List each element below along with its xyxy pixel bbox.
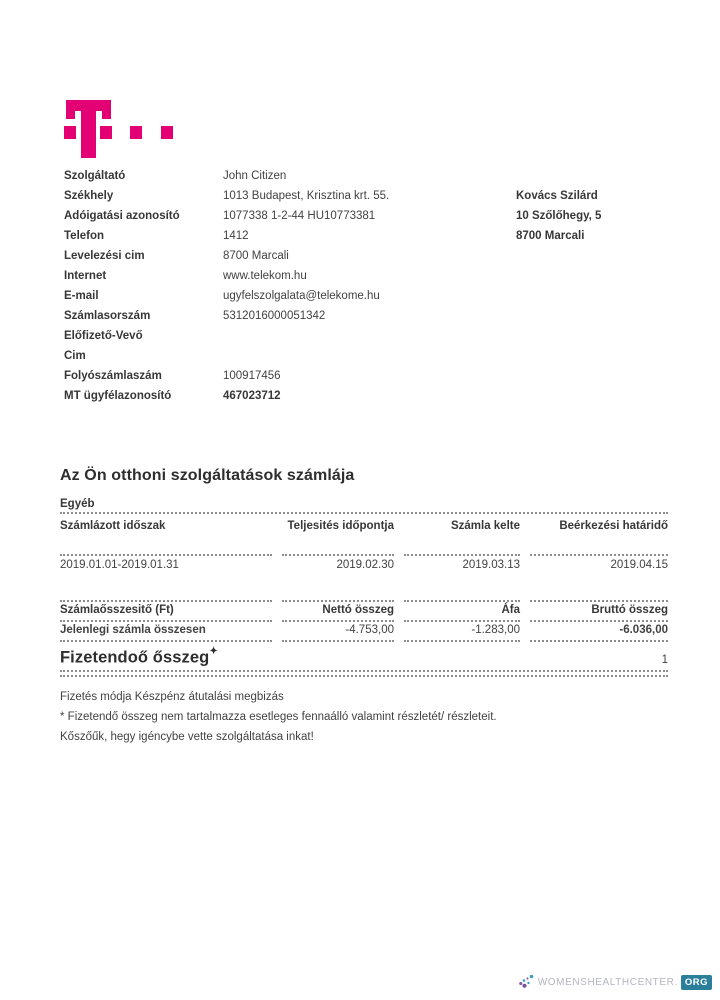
table-cell: 2019.02.30 — [336, 559, 394, 571]
info-label: E-mail — [64, 290, 99, 302]
table-cell: -4.753,00 — [345, 624, 394, 636]
info-value: 8700 Marcali — [223, 250, 289, 262]
info-row — [64, 206, 389, 226]
info-label: Levelezési cim — [64, 250, 145, 262]
column-header: Nettó összeg — [322, 604, 394, 616]
info-label: Számlasorszám — [64, 310, 151, 322]
table-cell: 2019.01.01-2019.01.31 — [60, 559, 179, 571]
column-header: Számlaősszesitő (Ft) — [60, 604, 174, 616]
info-label: Székhely — [64, 190, 114, 202]
invoice-body — [60, 462, 668, 744]
column-header: Teljesités időpontja — [287, 520, 394, 532]
info-value: 5312016000051342 — [223, 310, 326, 322]
info-label: Adóigatási azonosító — [64, 210, 180, 222]
thank-you-line: Kőszőűk, hegy igéncybe vette szolgáltatása inkat! — [60, 730, 314, 743]
info-row — [64, 326, 389, 346]
info-value: ugyfelszolgalata@telekome.hu — [223, 290, 380, 302]
info-label: Előfizető-Vevő — [64, 330, 143, 342]
info-label: Szolgáltató — [64, 170, 126, 182]
info-row — [64, 286, 389, 306]
total-row — [60, 644, 668, 668]
table-cell: 2019.04.15 — [610, 559, 668, 571]
info-value: 467023712 — [223, 390, 281, 402]
watermark-tld-badge: ORG — [681, 975, 712, 990]
info-label: Telefon — [64, 230, 105, 242]
payment-method-line: Fizetés módja Készpénz átutalási megbizás — [60, 690, 284, 703]
column-header: Áfa — [501, 604, 520, 616]
total-value: 1 — [661, 653, 668, 666]
section-title: Az Ön otthoni szolgáltatások számlája — [60, 467, 355, 484]
info-row — [64, 386, 389, 406]
recipient-address-block — [516, 186, 601, 246]
info-label: MT ügyfélazonosító — [64, 390, 172, 402]
info-row — [64, 186, 389, 206]
info-value: John Citizen — [223, 170, 287, 182]
billing-table-header — [60, 514, 668, 533]
total-label: Fizetendoő ősszeg✦ — [60, 646, 218, 667]
summary-table-header — [60, 600, 668, 617]
info-row — [64, 306, 389, 326]
summary-table-row — [60, 620, 668, 637]
telekom-logo — [64, 100, 176, 160]
footnote-line: * Fizetendő összeg nem tartalmazza esetleges fennaálló valamint részletét/ részleteit. — [60, 710, 497, 723]
info-value: 100917456 — [223, 370, 281, 382]
info-label: Internet — [64, 270, 107, 282]
table-cell: -1.283,00 — [471, 624, 520, 636]
column-header: Számla kelte — [450, 520, 520, 532]
info-value: www.telekom.hu — [223, 270, 307, 282]
dotted-divider — [60, 675, 668, 677]
table-cell: -6.036,00 — [619, 624, 668, 636]
recipient-name: Kovács Szilárd — [516, 190, 598, 202]
asterisk-star-icon: ✦ — [209, 646, 218, 657]
info-value: 1013 Budapest, Krisztina krt. 55. — [223, 190, 390, 202]
info-row — [64, 346, 389, 366]
info-row — [64, 226, 389, 246]
table-cell: 2019.03.13 — [462, 559, 520, 571]
column-header: Számlázott időszak — [60, 520, 166, 532]
info-value: 1077338 1-2-44 HU10773381 — [223, 210, 376, 222]
column-header: Beérkezési határidő — [559, 520, 668, 532]
info-label: Cim — [64, 350, 86, 362]
info-row — [64, 266, 389, 286]
info-row — [64, 246, 389, 266]
recipient-city: 8700 Marcali — [516, 230, 585, 242]
dotted-divider — [60, 670, 668, 672]
info-label: Folyószámlaszám — [64, 370, 162, 382]
column-header: Bruttó összeg — [591, 604, 668, 616]
provider-info-block — [64, 166, 389, 406]
info-row — [64, 366, 389, 386]
watermark-swirl-icon — [518, 974, 535, 990]
table-cell: Jelenlegi számla összesen — [60, 624, 206, 636]
info-value: 1412 — [223, 230, 249, 242]
watermark-site-text: WOMENSHEALTHCENTER. — [537, 976, 678, 988]
info-row — [64, 166, 389, 186]
billing-table-row — [60, 554, 668, 572]
recipient-street: 10 Szőlőhegy, 5 — [516, 210, 602, 222]
watermark — [518, 974, 712, 990]
category-label: Egyéb — [60, 498, 95, 510]
